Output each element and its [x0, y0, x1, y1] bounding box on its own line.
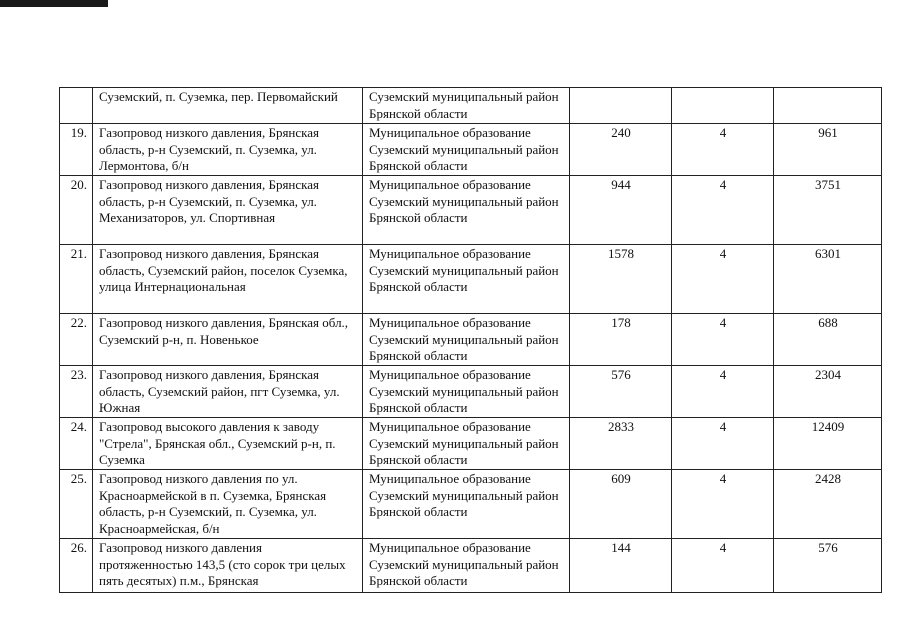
- object-name-cell: Суземский, п. Суземка, пер. Первомайский: [93, 88, 363, 124]
- value-cell: 4: [672, 418, 774, 470]
- row-number: 21.: [60, 245, 93, 314]
- row-number: 20.: [60, 176, 93, 245]
- table-row: [60, 470, 882, 539]
- row-number: 26.: [60, 539, 93, 593]
- object-name-cell: Газопровод низкого давления, Брянская область, р-н Суземский, п. Суземка, ул. Лермонтова, б/н: [93, 124, 363, 176]
- row-number: 23.: [60, 366, 93, 418]
- amount-cell: 688: [774, 314, 882, 366]
- object-name-cell: Газопровод низкого давления, Брянская область, р-н Суземский, п. Суземка, ул. Механизаторов, ул. Спортивная: [93, 176, 363, 245]
- length-cell: 1578: [570, 245, 672, 314]
- table-row: [60, 418, 882, 470]
- owner-cell: Суземский муниципальный район Брянской области: [363, 88, 570, 124]
- length-cell: 240: [570, 124, 672, 176]
- table-row: [60, 314, 882, 366]
- amount-cell: [774, 88, 882, 124]
- property-registry-table: [59, 87, 882, 593]
- owner-cell: Муниципальное образование Суземский муниципальный район Брянской области: [363, 314, 570, 366]
- amount-cell: 2428: [774, 470, 882, 539]
- owner-cell: Муниципальное образование Суземский муниципальный район Брянской области: [363, 124, 570, 176]
- amount-cell: 3751: [774, 176, 882, 245]
- value-cell: 4: [672, 470, 774, 539]
- length-cell: 178: [570, 314, 672, 366]
- length-cell: 144: [570, 539, 672, 593]
- amount-cell: 2304: [774, 366, 882, 418]
- object-name-cell: Газопровод низкого давления протяженностью 143,5 (сто сорок три целых пять десятых) п.м., Брянская: [93, 539, 363, 593]
- amount-cell: 12409: [774, 418, 882, 470]
- table-row: [60, 539, 882, 593]
- row-number: [60, 88, 93, 124]
- owner-cell: Муниципальное образование Суземский муниципальный район Брянской области: [363, 539, 570, 593]
- row-number: 19.: [60, 124, 93, 176]
- object-name-cell: Газопровод низкого давления, Брянская обл., Суземский р-н, п. Новенькое: [93, 314, 363, 366]
- scan-edge-mark: [0, 0, 108, 7]
- row-number: 25.: [60, 470, 93, 539]
- owner-cell: Муниципальное образование Суземский муниципальный район Брянской области: [363, 366, 570, 418]
- amount-cell: 6301: [774, 245, 882, 314]
- owner-cell: Муниципальное образование Суземский муниципальный район Брянской области: [363, 418, 570, 470]
- owner-cell: Муниципальное образование Суземский муниципальный район Брянской области: [363, 245, 570, 314]
- value-cell: 4: [672, 314, 774, 366]
- row-number: 24.: [60, 418, 93, 470]
- length-cell: 944: [570, 176, 672, 245]
- amount-cell: 576: [774, 539, 882, 593]
- value-cell: 4: [672, 245, 774, 314]
- length-cell: 2833: [570, 418, 672, 470]
- length-cell: 576: [570, 366, 672, 418]
- table-row: [60, 124, 882, 176]
- value-cell: 4: [672, 124, 774, 176]
- value-cell: 4: [672, 366, 774, 418]
- owner-cell: Муниципальное образование Суземский муниципальный район Брянской области: [363, 470, 570, 539]
- row-number: 22.: [60, 314, 93, 366]
- table-row: [60, 176, 882, 245]
- table-row: [60, 366, 882, 418]
- table-row: [60, 245, 882, 314]
- table-row: [60, 88, 882, 124]
- object-name-cell: Газопровод высокого давления к заводу "Стрела", Брянская обл., Суземский р-н, п. Суземка: [93, 418, 363, 470]
- owner-cell: Муниципальное образование Суземский муниципальный район Брянской области: [363, 176, 570, 245]
- object-name-cell: Газопровод низкого давления, Брянская область, Суземский район, поселок Суземка, улица Интернациональная: [93, 245, 363, 314]
- value-cell: 4: [672, 176, 774, 245]
- amount-cell: 961: [774, 124, 882, 176]
- object-name-cell: Газопровод низкого давления, Брянская область, Суземский район, пгт Суземка, ул. Южная: [93, 366, 363, 418]
- length-cell: [570, 88, 672, 124]
- value-cell: 4: [672, 539, 774, 593]
- object-name-cell: Газопровод низкого давления по ул. Красноармейской в п. Суземка, Брянская область, р-н Суземский, п. Суземка, ул. Красноармейская, б/н: [93, 470, 363, 539]
- length-cell: 609: [570, 470, 672, 539]
- value-cell: [672, 88, 774, 124]
